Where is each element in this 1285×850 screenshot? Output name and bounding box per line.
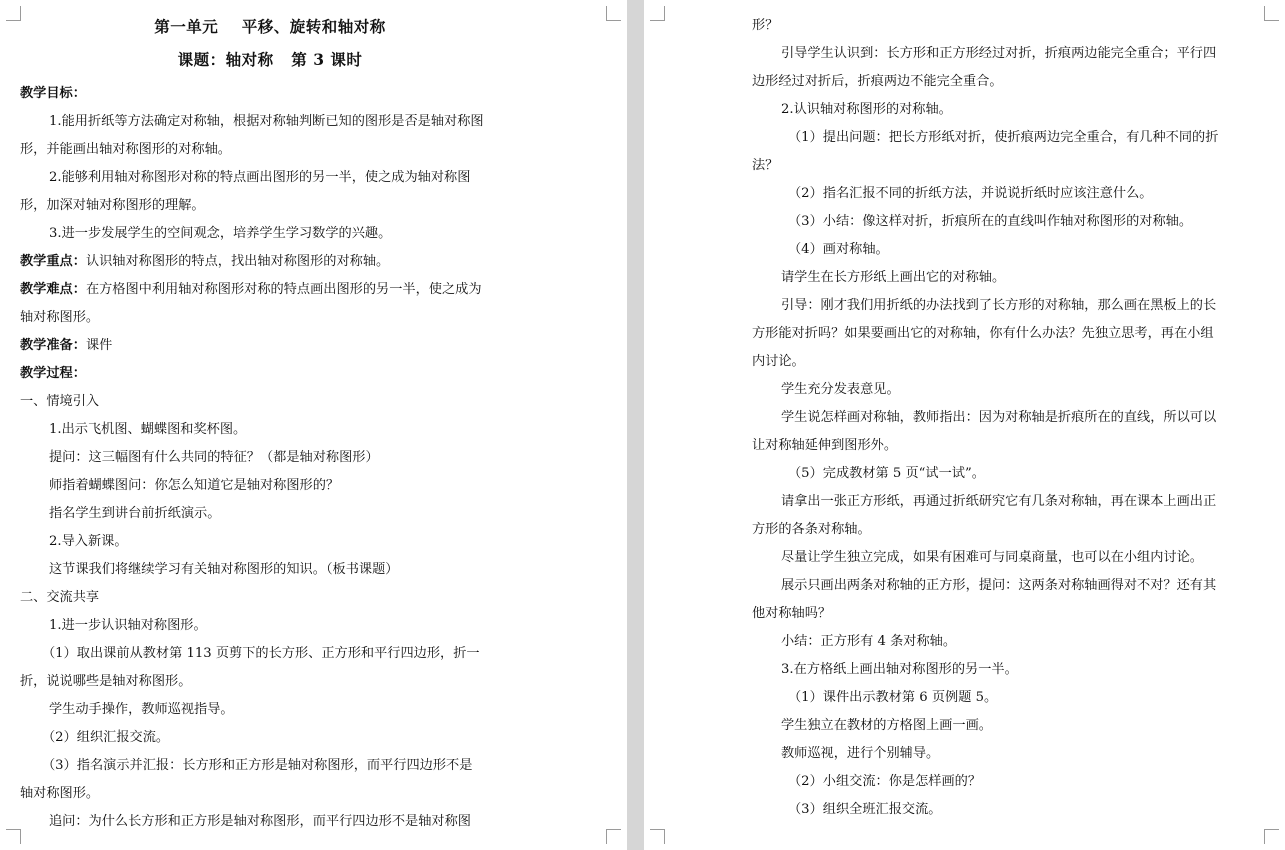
paragraph-line: （3）指名演示并汇报：长方形和正方形是轴对称图形，而平行四边形不是 — [42, 758, 473, 773]
paragraph-line: （1）课件出示教材第 6 页例题 5。 — [788, 690, 998, 705]
paragraph-line: 2.导入新课。 — [49, 534, 128, 549]
paragraph-line: 他对称轴吗？ — [752, 606, 832, 621]
paragraph-line: 师指着蝴蝶图问：你怎么知道它是轴对称图形的？ — [49, 478, 340, 493]
section-label: 教学目标： — [20, 86, 86, 101]
paragraph-line: 2.认识轴对称图形的对称轴。 — [781, 102, 952, 117]
paragraph-line: 学生说怎样画对称轴，教师指出：因为对称轴是折痕所在的直线，所以可以 — [781, 410, 1217, 425]
crop-mark — [6, 829, 21, 844]
paragraph-line: 展示只画出两条对称轴的正方形，提问：这两条对称轴画得对不对？还有其 — [781, 578, 1217, 593]
paragraph-line: （4）画对称轴。 — [788, 242, 889, 257]
paragraph-line: 学生独立在教材的方格图上画一画。 — [781, 718, 992, 733]
paragraph-line: 法？ — [752, 158, 779, 173]
paragraph-line: 方形能对折吗？如果要画出它的对称轴，你有什么办法？先独立思考，再在小组 — [752, 326, 1214, 341]
paragraph-line — [20, 248, 520, 276]
paragraph-line — [20, 360, 520, 388]
paragraph-line: 尽量让学生独立完成，如果有困难可与同桌商量，也可以在小组内讨论。 — [781, 550, 1203, 565]
crop-mark — [1264, 6, 1279, 21]
paragraph-line: 引导：刚才我们用折纸的办法找到了长方形的对称轴，那么画在黑板上的长 — [781, 298, 1217, 313]
lesson-title: 课题：轴对称 第 3 课时 — [177, 50, 363, 69]
section-heading: 一、情境引入 — [20, 394, 100, 409]
paragraph-line: 请拿出一张正方形纸，再通过折纸研究它有几条对称轴，再在课本上画出正 — [781, 494, 1217, 509]
paragraph-line: 轴对称图形。 — [20, 786, 100, 801]
paragraph-line: 提问：这三幅图有什么共同的特征？（都是轴对称图形） — [49, 450, 379, 465]
paragraph-line: 边形经过对折后，折痕两边不能完全重合。 — [752, 74, 1003, 89]
paragraph-line: 指名学生到讲台前折纸演示。 — [49, 506, 221, 521]
paragraph-line — [20, 332, 520, 360]
section-text: 在方格图中利用轴对称图形对称的特点画出图形的另一半，使之成为 — [85, 282, 482, 297]
right-page-content — [752, 12, 1252, 824]
paragraph-line: 形？ — [752, 18, 779, 33]
paragraph-line: 教师巡视，进行个别辅导。 — [781, 746, 940, 761]
paragraph-line: （5）完成教材第 5 页“试一试”。 — [788, 466, 985, 481]
paragraph-line: 请学生在长方形纸上画出它的对称轴。 — [781, 270, 1006, 285]
paragraph-line — [20, 80, 520, 108]
unit-title: 第一单元 平移、旋转和轴对称 — [154, 17, 386, 36]
left-page-content — [20, 12, 520, 836]
crop-mark — [1264, 829, 1279, 844]
paragraph-line: （1）提出问题：把长方形纸对折，使折痕两边完全重合，有几种不同的折 — [788, 130, 1219, 145]
section-heading: 二、交流共享 — [20, 590, 100, 605]
crop-mark — [650, 6, 665, 21]
section-label: 教学过程： — [20, 366, 86, 381]
document-page-left — [0, 0, 627, 850]
paragraph-line: 让对称轴延伸到图形外。 — [752, 438, 898, 453]
paragraph-line: 方形的各条对称轴。 — [752, 522, 871, 537]
paragraph-line: 轴对称图形。 — [20, 310, 100, 325]
crop-mark — [6, 6, 21, 21]
paragraph-line: 内讨论。 — [752, 354, 805, 369]
paragraph-line: 形，并能画出轴对称图形的对称轴。 — [20, 142, 231, 157]
paragraph-line: 1.能用折纸等方法确定对称轴，根据对称轴判断已知的图形是否是轴对称图 — [49, 114, 484, 129]
paragraph-line: （3）组织全班汇报交流。 — [788, 802, 942, 817]
paragraph-line: 这节课我们将继续学习有关轴对称图形的知识。（板书课题） — [49, 562, 399, 577]
section-text: 认识轴对称图形的特点，找出轴对称图形的对称轴。 — [85, 254, 390, 269]
section-label: 教学重点： — [20, 254, 86, 269]
section-text: 课件 — [85, 338, 113, 353]
paragraph-line: （1）取出课前从教材第 113 页剪下的长方形、正方形和平行四边形，折一 — [42, 646, 480, 661]
paragraph-line: 3.进一步发展学生的空间观念，培养学生学习数学的兴趣。 — [49, 226, 392, 241]
crop-mark — [606, 6, 621, 21]
paragraph-line: 形，加深对轴对称图形的理解。 — [20, 198, 205, 213]
paragraph-line: 引导学生认识到：长方形和正方形经过对折，折痕两边能完全重合；平行四 — [781, 46, 1217, 61]
document-page-right — [644, 0, 1285, 850]
paragraph-line: （3）小结：像这样对折，折痕所在的直线叫作轴对称图形的对称轴。 — [788, 214, 1193, 229]
paragraph-line: 2.能够利用轴对称图形对称的特点画出图形的另一半，使之成为轴对称图 — [49, 170, 471, 185]
paragraph-line: 小结：正方形有 4 条对称轴。 — [781, 634, 957, 649]
crop-mark — [606, 829, 621, 844]
paragraph-line: （2）小组交流：你是怎样画的？ — [788, 774, 982, 789]
section-label: 教学准备： — [20, 338, 86, 353]
paragraph-line — [20, 276, 520, 304]
paragraph-line: 学生充分发表意见。 — [781, 382, 900, 397]
paragraph-line: （2）组织汇报交流。 — [42, 730, 170, 745]
paragraph-line: 追问：为什么长方形和正方形是轴对称图形，而平行四边形不是轴对称图 — [49, 814, 471, 829]
section-label: 教学难点： — [20, 282, 86, 297]
paragraph-line: 1.进一步认识轴对称图形。 — [49, 618, 207, 633]
paragraph-line: 学生动手操作，教师巡视指导。 — [49, 702, 234, 717]
paragraph-line: 折，说说哪些是轴对称图形。 — [20, 674, 192, 689]
paragraph-line: 1.出示飞机图、蝴蝶图和奖杯图。 — [49, 422, 247, 437]
crop-mark — [650, 829, 665, 844]
paragraph-line: 3.在方格纸上画出轴对称图形的另一半。 — [781, 662, 1018, 677]
paragraph-line: （2）指名汇报不同的折纸方法，并说说折纸时应该注意什么。 — [788, 186, 1153, 201]
